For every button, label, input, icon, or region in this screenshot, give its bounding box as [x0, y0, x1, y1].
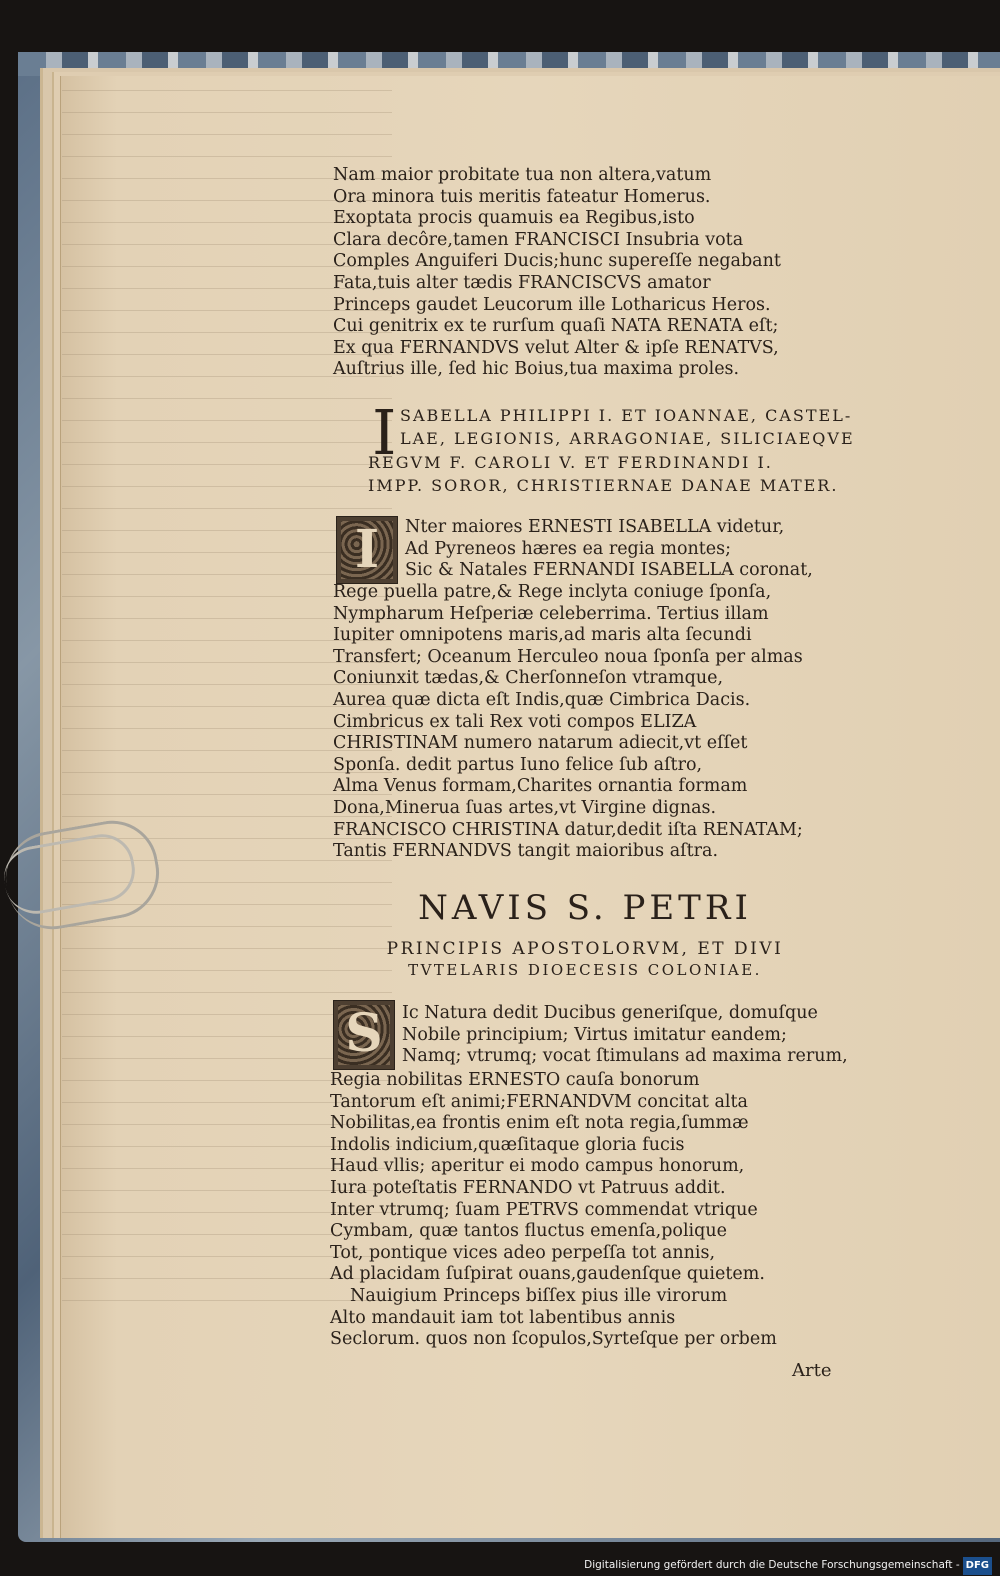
text-line: Clara decôre,tamen FRANCISCI Insubria vota	[333, 229, 744, 250]
text-line: Ora minora tuis meritis fateatur Homerus.	[333, 186, 711, 207]
text-line: Dona,Minerua ſuas artes,vt Virgine dignas.	[333, 797, 717, 818]
initial-letter: S	[345, 1003, 383, 1064]
isabella-heading-line: IMPP. SOROR, CHRISTIERNAE DANAE MATER.	[368, 476, 839, 495]
text-line: Nobilitas,ea frontis enim eſt nota regia,ſummæ	[330, 1113, 749, 1134]
text-line: Regia nobilitas ERNESTO cauſa bonorum	[330, 1070, 700, 1090]
text-line: Aurea quæ dicta eſt Indis,quæ Cimbrica Dacis.	[333, 689, 751, 710]
text-line: Ic Natura dedit Ducibus generiſque, domuſque	[402, 1003, 818, 1023]
poem-top	[333, 165, 781, 381]
text-line: Ex qua FERNANDVS velut Alter & ipſe RENATVS,	[333, 337, 779, 358]
text-line: Fata,tuis alter tædis FRANCISCVS amator	[333, 272, 711, 293]
isabella-heading-line: LAE, LEGIONIS, ARRAGONIAE, SILICIAEQVE	[400, 429, 855, 448]
text-line: Nauigium Princeps biſſex pius ille virorum	[350, 1285, 728, 1306]
text-line: Seclorum. quos non ſcopulos,Syrteſque per orbem	[330, 1329, 777, 1350]
text-line: Exoptata procis quamuis ea Regibus,isto	[333, 208, 695, 229]
text-line: Tantorum eſt animi;FERNANDVM concitat alta	[330, 1091, 748, 1112]
text-line: Nter maiores ERNESTI ISABELLA videtur,	[405, 517, 785, 537]
text-line: Comples Anguiferi Ducis;hunc supereſſe negabant	[333, 251, 781, 272]
text-line: Inter vtrumq; ſuam PETRVS commendat vtrique	[330, 1199, 758, 1220]
poem-isabella	[333, 582, 803, 863]
text-line: CHRISTINAM numero natarum adiecit,vt eſſet	[333, 733, 748, 754]
footer-text: Digitalisierung gefördert durch die Deutsche Forschungsgemeinschaft -	[584, 1559, 960, 1571]
digitization-footer	[584, 1556, 992, 1574]
poem-isabella-indented	[405, 517, 813, 582]
text-line: Ad placidam ſuſpirat ouans,gaudenſque quietem.	[330, 1264, 765, 1285]
text-line: Iura poteſtatis FERNANDO vt Patruus addit.	[330, 1177, 726, 1198]
text-line: Princeps gaudet Leucorum ille Lotharicus Heros.	[333, 294, 771, 315]
decorated-initial-i	[336, 516, 398, 584]
section-subtitle-line: PRINCIPIS APOSTOLORVM, ET DIVI	[386, 939, 784, 959]
text-line: Tantis FERNANDVS tangit maioribus aſtra.	[333, 841, 719, 862]
text-line: Cymbam, quæ tantos fluctus emenſa,polique	[330, 1221, 727, 1242]
text-line: Sic & Natales FERNANDI ISABELLA coronat,	[405, 560, 813, 581]
text-line: Ad Pyreneos hæres ea regia montes;	[405, 538, 732, 559]
text-line: Coniunxit tædas,& Cherſonneſon vtramque,	[333, 668, 724, 689]
section-title: NAVIS S. PETRI	[418, 888, 752, 928]
text-line: Auſtrius ille, ſed hic Boius,tua maxima proles.	[333, 359, 740, 380]
heading-initial: I	[372, 396, 397, 469]
text-line: Namq; vtrumq; vocat ſtimulans ad maxima rerum,	[402, 1046, 848, 1067]
isabella-heading-line: SABELLA PHILIPPI I. ET IOANNAE, CASTEL-	[400, 406, 853, 425]
decorated-initial-s	[333, 1000, 395, 1070]
text-line: Sponſa. dedit partus Iuno felice ſub aſtro,	[333, 754, 703, 775]
text-line: Cimbricus ex tali Rex voti compos ELIZA	[333, 711, 697, 732]
text-line: Indolis indicium,quæſitaque gloria fucis	[330, 1134, 685, 1155]
section-subtitle-line: TVTELARIS DIOECESIS COLONIAE.	[408, 961, 762, 979]
dfg-logo: DFG	[963, 1557, 992, 1575]
poem-navis-indented	[402, 1003, 848, 1068]
text-line: Transfert; Oceanum Herculeo noua ſponſa per almas	[333, 646, 803, 667]
poem-navis	[330, 1070, 777, 1351]
catchword: Arte	[792, 1360, 832, 1381]
text-line: Rege puella patre,& Rege inclyta coniuge ſponſa,	[333, 582, 772, 602]
text-line: Nympharum Heſperiæ celeberrima. Tertius illam	[333, 603, 769, 624]
text-line: Iupiter omnipotens maris,ad maris alta ſecundi	[333, 625, 752, 646]
text-line: Haud vllis; aperitur ei modo campus honorum,	[330, 1156, 745, 1177]
text-line: Nam maior probitate tua non altera,vatum	[333, 165, 712, 185]
initial-letter: I	[354, 519, 380, 580]
text-line: Alto mandauit iam tot labentibus annis	[330, 1307, 676, 1328]
text-line: Alma Venus formam,Charites ornantia formam	[333, 776, 748, 797]
text-line: Tot, pontique vices adeo perpeſſa tot annis,	[330, 1242, 716, 1263]
text-line: Nobile principium; Virtus imitatur eandem;	[402, 1024, 787, 1045]
text-line: FRANCISCO CHRISTINA datur,dedit iſta RENATAM;	[333, 819, 803, 840]
text-line: Cui genitrix ex te rurſum quaſi NATA RENATA eſt;	[333, 316, 779, 337]
isabella-heading-line: REGVM F. CAROLI V. ET FERDINANDI I.	[368, 453, 773, 472]
